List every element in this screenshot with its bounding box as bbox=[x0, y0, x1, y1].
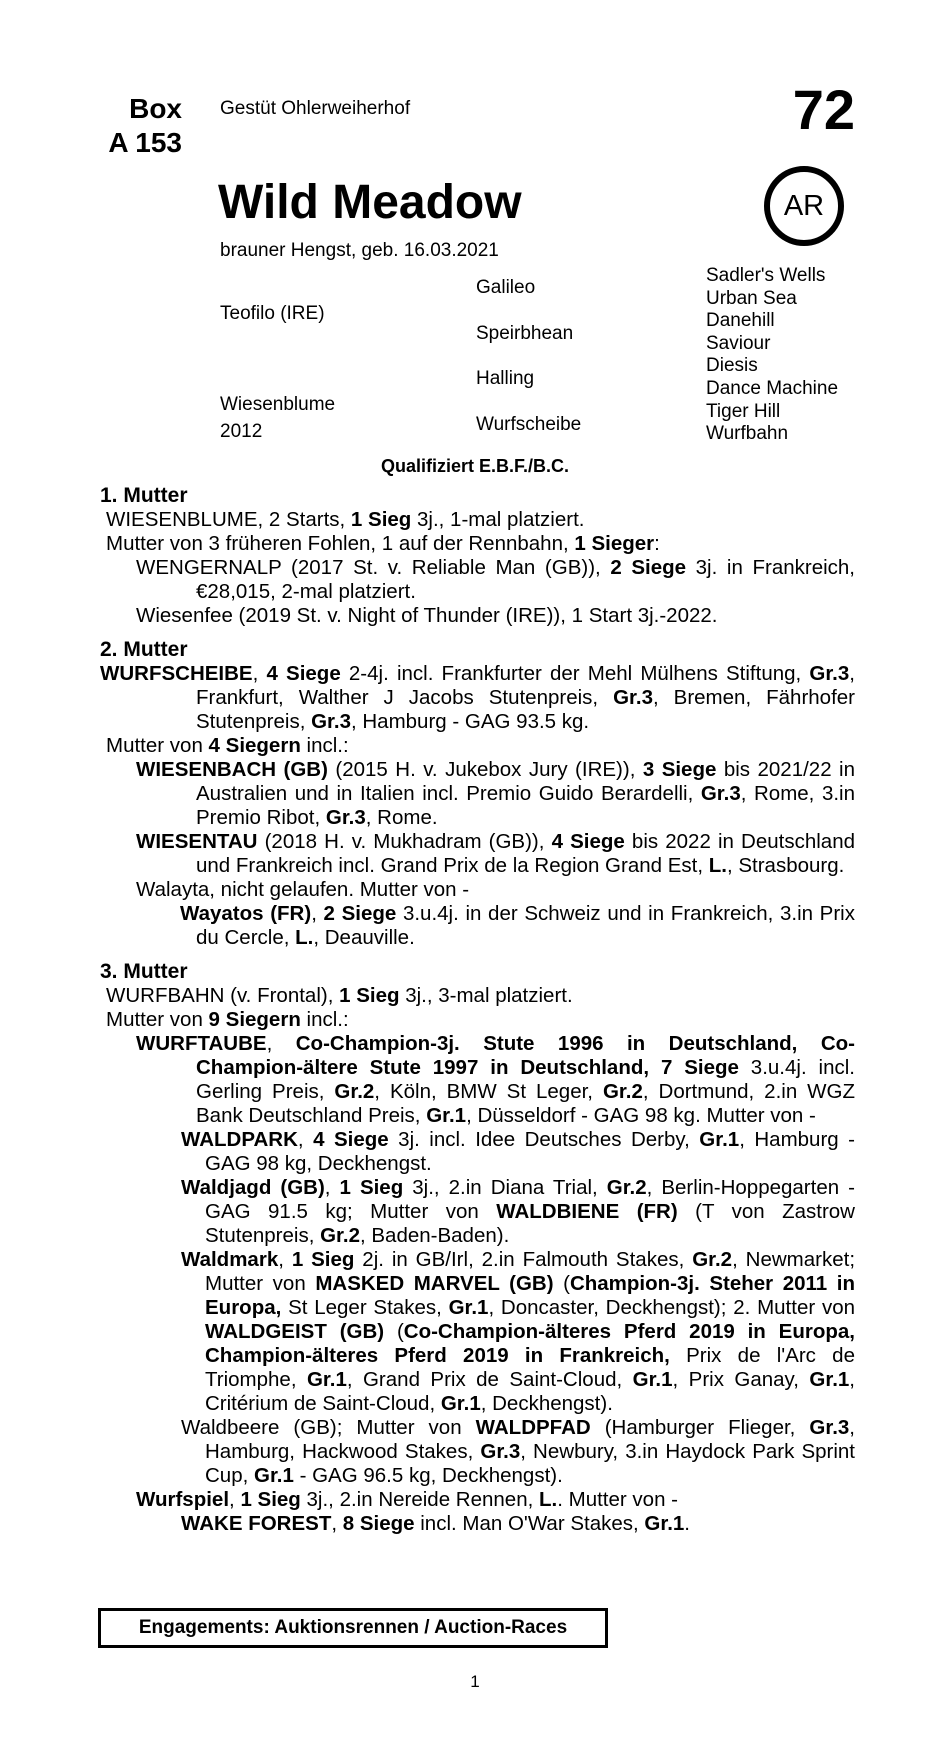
section-heading-2: 2. Mutter bbox=[100, 638, 188, 661]
produce-summary: Mutter von 9 Siegern incl.: bbox=[106, 1008, 349, 1031]
pedigree-great-grandparents bbox=[706, 265, 838, 446]
produce-entry: Waldjagd (GB), 1 Sieg 3j., 2.in Diana Trial, Gr.2, Berlin-Hoppegarten - GAG 91.5 kg; Mutter von WALDBIENE (FR) (T von Zastrow Stutenpreis, Gr.2, Baden-Baden). bbox=[181, 1176, 855, 1247]
pedigree-sire: Teofilo (IRE) bbox=[220, 303, 325, 324]
pedigree-great-grandparent: Saviour bbox=[706, 332, 771, 354]
pedigree-great-grandparent: Wurfbahn bbox=[706, 423, 789, 445]
catalogue-body bbox=[100, 484, 855, 1536]
pedigree-grandparent: Speirbhean bbox=[476, 323, 574, 344]
section-heading-1: 1. Mutter bbox=[100, 484, 188, 507]
horse-name: Wild Meadow bbox=[218, 176, 522, 229]
produce-entry: Waldbeere (GB); Mutter von WALDPFAD (Hamburger Flieger, Gr.3, Hamburg, Hackwood Stakes, Gr.3, Newbury, 3.in Haydock Park Sprint Cup, Gr.1 - GAG 96.5 kg, Deckhengst). bbox=[181, 1416, 855, 1487]
produce-summary: Mutter von 4 Siegern incl.: bbox=[106, 734, 349, 757]
breeder: Gestüt Ohlerweiherhof bbox=[220, 98, 411, 119]
produce-entry: WENGERNALP (2017 St. v. Reliable Man (GB)), 2 Siege 3j. in Frankreich, €28,015, 2-mal platziert. bbox=[136, 556, 855, 603]
produce-summary: Mutter von 3 früheren Fohlen, 1 auf der Rennbahn, 1 Sieger: bbox=[106, 532, 660, 555]
produce-entry: Waldmark, 1 Sieg 2j. in GB/Irl, 2.in Falmouth Stakes, Gr.2, Newmarket; Mutter von MASKED MARVEL (GB) (Champion-3j. Steher 2011 in Europa, St Leger Stakes, Gr.1, Doncaster, Deckhengst); 2. Mutter von WALDGEIST (GB) (Co-Champion-älteres Pferd 2019 in Europa, Champion-älteres Pferd 2019 in Frankreich, Prix de l'Arc de Triomphe, Gr.1, Grand Prix de Saint-Cloud, Gr.1, Prix Ganay, Gr.1, Critérium de Saint-Cloud, Gr.1, Deckhengst). bbox=[181, 1248, 856, 1415]
produce-entry: WAKE FOREST, 8 Siege incl. Man O'War Stakes, Gr.1. bbox=[181, 1512, 690, 1535]
pedigree-grandparent: Galileo bbox=[476, 277, 536, 298]
pedigree-grandparent: Halling bbox=[476, 368, 535, 389]
produce-entry: WALDPARK, 4 Siege 3j. incl. Idee Deutsches Derby, Gr.1, Hamburg - GAG 98 kg, Deckhengst. bbox=[181, 1128, 855, 1175]
engagements-label: Engagements: Auktionsrennen / Auction-Races bbox=[138, 1617, 568, 1638]
pedigree-grandparent: Wurfscheibe bbox=[476, 414, 582, 435]
dam-record: WURFBAHN (v. Frontal), 1 Sieg 3j., 3-mal platziert. bbox=[106, 984, 573, 1007]
dam-record: WURFSCHEIBE, 4 Siege 2-4j. incl. Frankfurter der Mehl Mülhens Stiftung, Gr.3, Frankfurt, Walther J Jacobs Stutenpreis, Gr.3, Bremen, Fährhofer Stutenpreis, Gr.3, Hamburg - GAG 93.5 kg. bbox=[100, 662, 855, 733]
produce-entry: Wurfspiel, 1 Sieg 3j., 2.in Nereide Rennen, L.. Mutter von - bbox=[136, 1488, 678, 1511]
lot-number: 72 bbox=[792, 78, 855, 141]
page-number: 1 bbox=[470, 1672, 480, 1691]
box-number: A 153 bbox=[108, 127, 182, 158]
pedigree-dam: Wiesenblume bbox=[220, 394, 336, 415]
engagements-box bbox=[98, 1608, 608, 1648]
produce-entry: WIESENBACH (GB) (2015 H. v. Jukebox Jury (IRE)), 3 Siege bis 2021/22 in Australien und in Italien incl. Premio Guido Berardelli, Gr.3, Rome, 3.in Premio Ribot, Gr.3, Rome. bbox=[136, 758, 855, 829]
produce-entry: Wayatos (FR), 2 Siege 3.u.4j. in der Schweiz und in Frankreich, 3.in Prix du Cercle, L., Deauville. bbox=[180, 902, 855, 949]
box-word: Box bbox=[129, 93, 182, 124]
dam-record: WIESENBLUME, 2 Starts, 1 Sieg 3j., 1-mal platziert. bbox=[106, 508, 585, 531]
qualification-note: Qualifiziert E.B.F./B.C. bbox=[380, 456, 570, 476]
ar-badge bbox=[764, 166, 844, 246]
pedigree-great-grandparent: Diesis bbox=[706, 355, 758, 377]
produce-entry: WURFTAUBE, Co-Champion-3j. Stute 1996 in Deutschland, Co-Champion-ältere Stute 1997 in Deutschland, 7 Siege 3.u.4j. incl. Gerling Preis, Gr.2, Köln, BMW St Leger, Gr.2, Dortmund, 2.in WGZ Bank Deutschland Preis, Gr.1, Düsseldorf - GAG 98 kg. Mutter von - bbox=[136, 1032, 855, 1127]
ar-badge-label: AR bbox=[783, 189, 825, 222]
horse-description: brauner Hengst, geb. 16.03.2021 bbox=[220, 240, 499, 261]
pedigree-great-grandparent: Urban Sea bbox=[706, 287, 797, 309]
pedigree-dam-year: 2012 bbox=[220, 421, 263, 442]
section-heading-3: 3. Mutter bbox=[100, 960, 188, 983]
produce-entry: Wiesenfee (2019 St. v. Night of Thunder (IRE)), 1 Start 3j.-2022. bbox=[136, 604, 718, 627]
pedigree-great-grandparent: Tiger Hill bbox=[706, 400, 781, 422]
produce-entry: WIESENTAU (2018 H. v. Mukhadram (GB)), 4 Siege bis 2022 in Deutschland und Frankreich incl. Grand Prix de la Region Grand Est, L., Strasbourg. bbox=[136, 830, 855, 877]
pedigree-great-grandparent: Dance Machine bbox=[706, 377, 839, 399]
pedigree-great-grandparent: Danehill bbox=[706, 310, 775, 332]
box-label bbox=[96, 92, 182, 160]
produce-entry: Walayta, nicht gelaufen. Mutter von - bbox=[136, 878, 470, 901]
pedigree-great-grandparent: Sadler's Wells bbox=[706, 265, 826, 286]
